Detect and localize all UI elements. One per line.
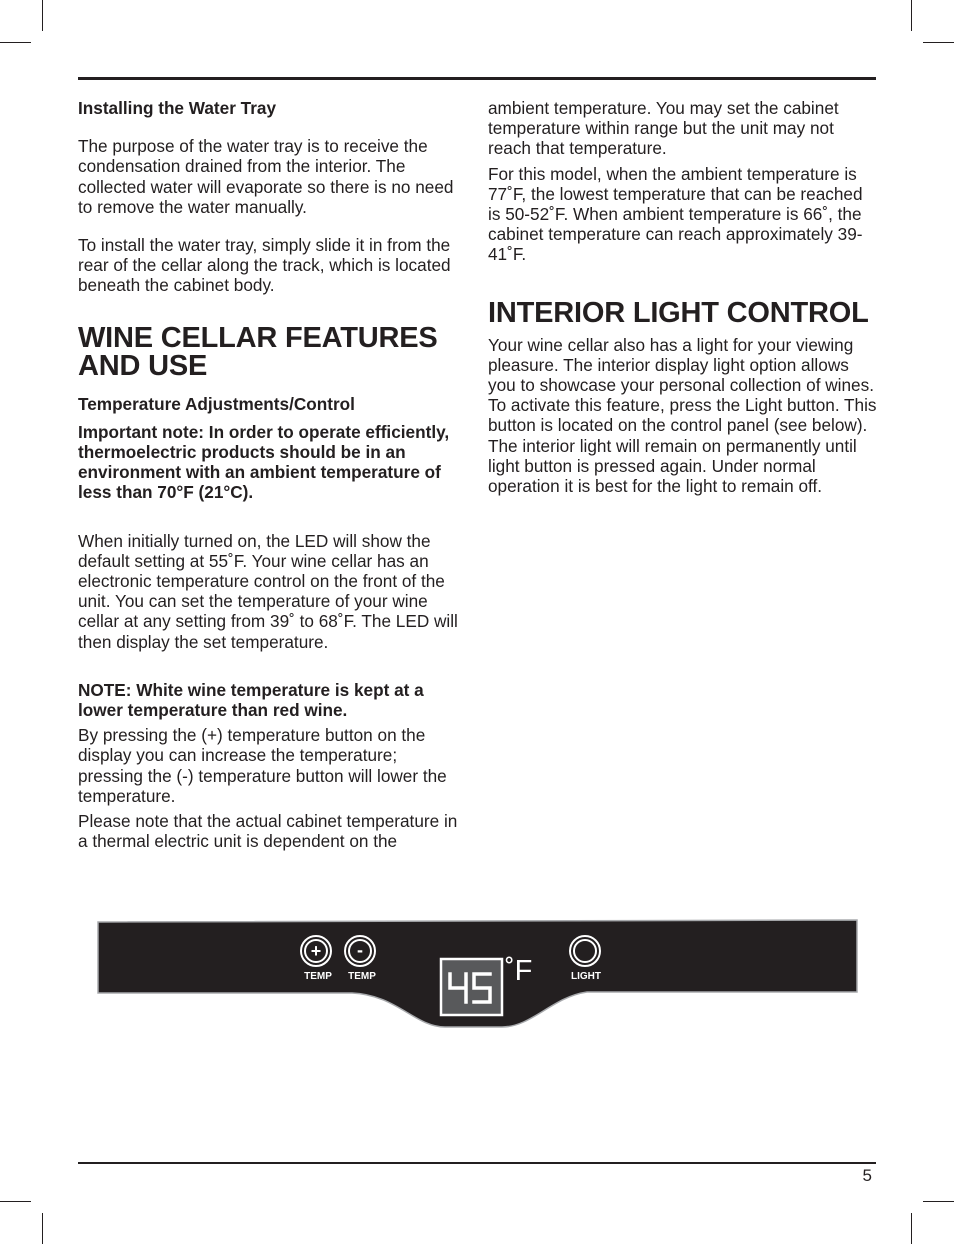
plus-icon: + <box>310 941 322 961</box>
buttons-paragraph: By pressing the (+) temperature button on the display you can increase the temperature; pressing the (-) temperature button will lower the temperature. <box>78 725 447 806</box>
thermal-paragraph-continued: ambient temperature. You may set the cabinet temperature within range but the unit may not reach that temperature. <box>488 98 839 159</box>
left-column <box>78 98 466 851</box>
features-title-line-1: WINE CELLAR FEATURES <box>78 321 438 354</box>
control-panel-drawing <box>97 919 859 1031</box>
led-paragraph: When initially turned on, the LED will show the default setting at 55˚F. Your wine cellar has an electronic temperature control on the front of the unit. You can set the temperature of your wine cellar at any setting from 39˚ to 68˚F. The LED will then display the set temperature. <box>78 530 458 652</box>
right-column <box>488 98 878 496</box>
crop-mark <box>42 0 43 31</box>
crop-mark <box>923 1201 954 1202</box>
features-title-line-2: AND USE <box>78 349 208 382</box>
water-tray-heading: Installing the Water Tray <box>78 98 277 118</box>
light-control-paragraph: Your wine cellar also has a light for your viewing pleasure. The interior display light option allows you to showcase your personal collection of wines. To activate this feature, press the Light button. This button is located on the control panel (see below). The interior light will remain on permanently until light button is pressed again. Under normal operation it is best for the light to remain off. <box>488 334 877 497</box>
temp-up-label: TEMP <box>304 971 332 982</box>
features-title <box>78 321 466 382</box>
light-label: LIGHT <box>571 971 601 982</box>
temperature-unit: ˚F <box>505 955 533 987</box>
crop-mark <box>42 1213 43 1244</box>
light-control-title: INTERIOR LIGHT CONTROL <box>488 296 869 329</box>
thermal-paragraph: Please note that the actual cabinet temperature in a thermal electric unit is dependent on the <box>78 811 458 852</box>
white-wine-note: NOTE: White wine temperature is kept at a lower temperature than red wine. <box>78 679 424 721</box>
temp-down-label: TEMP <box>348 971 376 982</box>
crop-mark <box>911 1213 912 1244</box>
footer-rule <box>78 1162 876 1164</box>
important-note: Important note: In order to operate efficiently, thermoelectric products should be in an environment with an ambient temperature of less than 70°F (21°C). <box>78 421 450 503</box>
page-number: 5 <box>862 1166 872 1185</box>
header-rule <box>78 77 876 80</box>
water-tray-paragraph-2: To install the water tray, simply slide it in from the rear of the cellar along the track, which is located beneath the cabinet body. <box>78 235 451 296</box>
temperature-subheading: Temperature Adjustments/Control <box>78 393 355 414</box>
control-panel-illustration <box>97 919 859 1036</box>
ambient-paragraph: For this model, when the ambient temperature is 77˚F, the lowest temperature that can be reached is 50-52˚F. When ambient temperature is 66˚, the cabinet temperature can reach approximately 39-41˚F. <box>488 163 863 265</box>
crop-mark <box>0 1201 31 1202</box>
crop-mark <box>0 42 31 43</box>
minus-icon: - <box>357 940 363 960</box>
crop-mark <box>923 42 954 43</box>
water-tray-paragraph-1: The purpose of the water tray is to receive the condensation drained from the interior. The collected water will evaporate so there is no need to remove the water manually. <box>78 136 454 217</box>
crop-mark <box>911 0 912 31</box>
display-value: 45 <box>97 919 99 920</box>
